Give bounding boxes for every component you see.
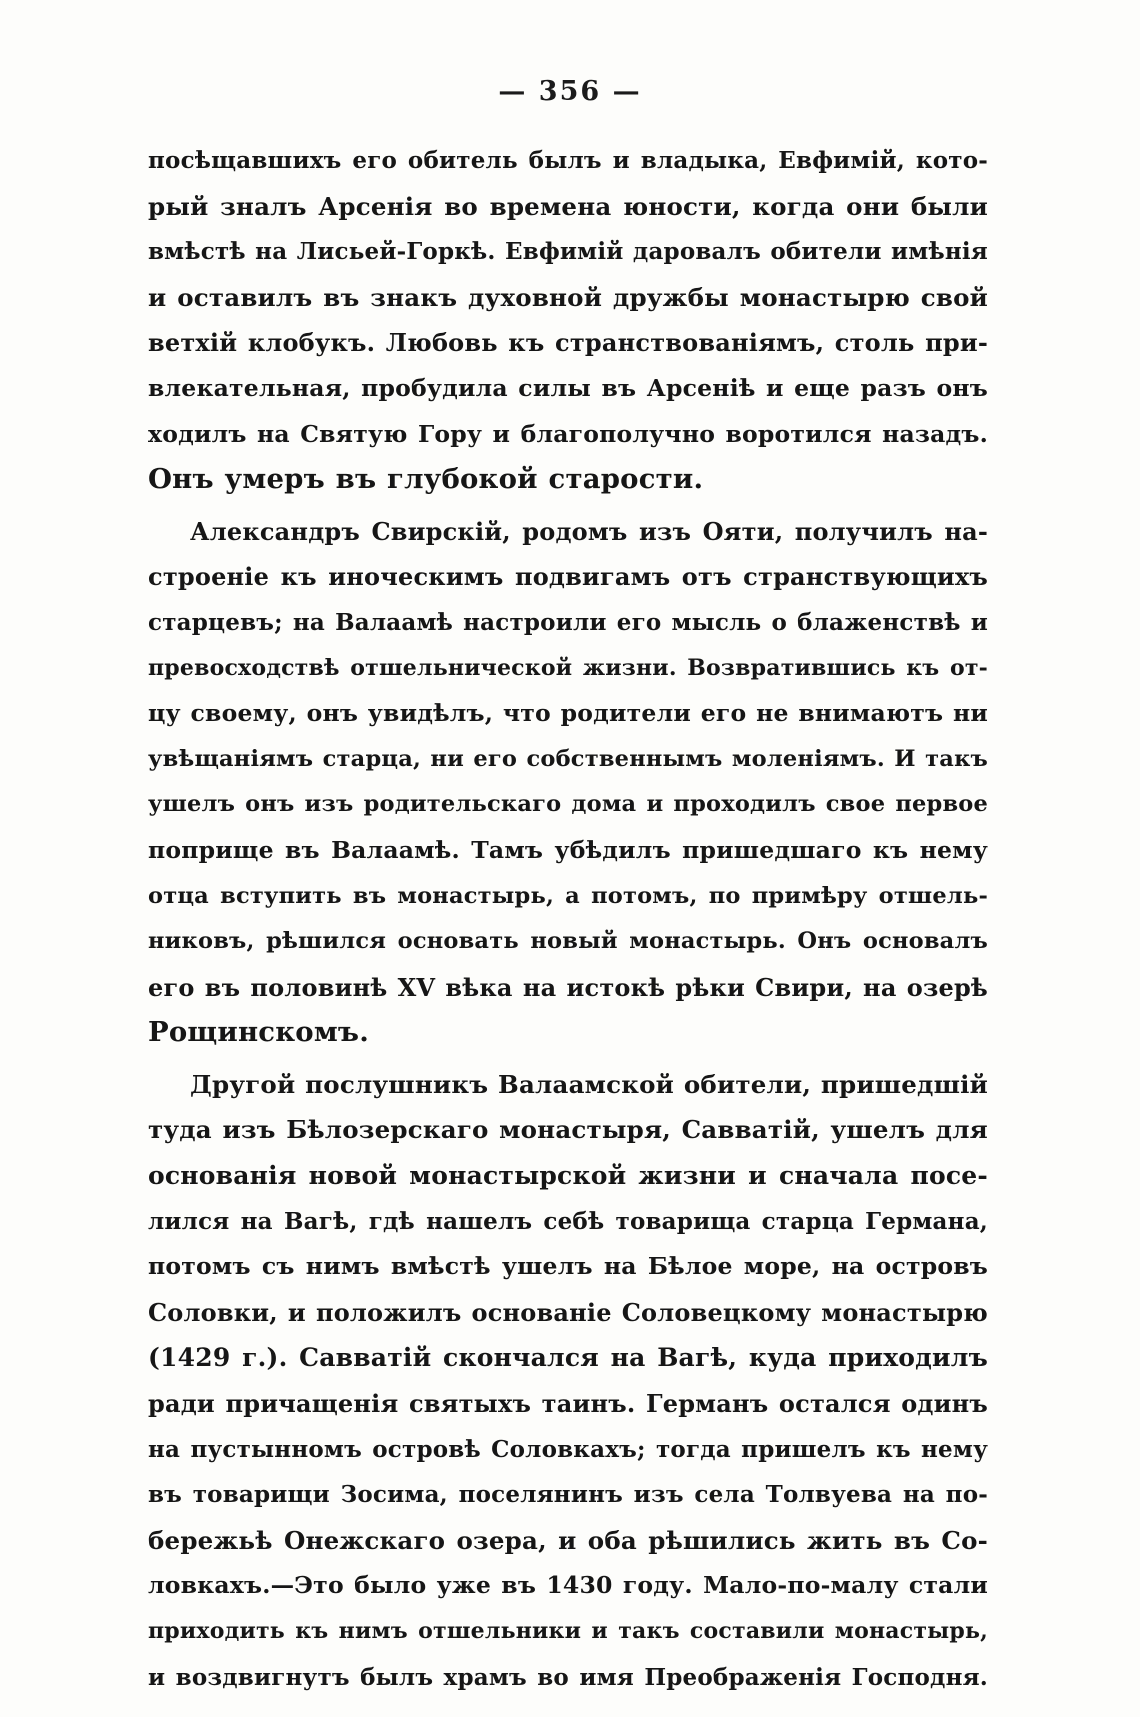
text-line: цу своему, онъ увидѣлъ, что родители его не внимаютъ ни <box>148 699 988 728</box>
text-line: вмѣстѣ на Лисьей-Горкѣ. Евфимій даровалъ обители имѣнія <box>148 238 988 266</box>
text-line: посѣщавшихъ его обитель былъ и владыка, Евфимій, кото- <box>148 147 988 174</box>
text-line: никовъ, рѣшился основать новый монастырь. Онъ основалъ <box>148 928 988 955</box>
text-line: ветхій клобукъ. Любовь къ странствованіямъ, столь при- <box>148 328 988 358</box>
text-line: рый зналъ Арсенія во времена юности, когда они были <box>148 191 988 221</box>
text-line: увѣщаніямъ старца, ни его собственнымъ моленіямъ. И такъ <box>148 745 988 772</box>
text-line: основанія новой монастырской жизни и сначала посе- <box>148 1161 988 1191</box>
text-line: въ товарищи Зосима, поселянинъ изъ села Толвуева на по- <box>148 1481 988 1509</box>
text-line: потомъ съ нимъ вмѣстѣ ушелъ на Бѣлое море, на островъ <box>148 1252 988 1281</box>
text-line: превосходствѣ отшельнической жизни. Возвратившись къ от- <box>148 654 988 681</box>
text-line: ради причащенія святыхъ таинъ. Германъ остался одинъ <box>148 1389 988 1419</box>
paragraph-1 <box>148 138 988 503</box>
text-line: Александръ Свирскій, родомъ изъ Ояти, получилъ на- <box>190 516 988 546</box>
text-line: бережьѣ Онежскаго озера, и оба рѣшились жить въ Со- <box>148 1525 988 1555</box>
text-line: строеніе къ иноческимъ подвигамъ отъ странствующихъ <box>148 562 988 592</box>
paragraph-2 <box>148 509 988 1056</box>
text-line: его въ половинѣ XV вѣка на истокѣ рѣки Свири, на озерѣ <box>148 972 988 1002</box>
text-line: туда изъ Бѣлозерскаго монастыря, Савватій, ушелъ для <box>148 1115 988 1145</box>
text-line: влекательная, пробудила силы въ Арсеніѣ и еще разъ онъ <box>148 373 988 402</box>
text-line: Рощинскомъ. <box>148 1016 370 1049</box>
text-line: поприще въ Валаамѣ. Тамъ убѣдилъ пришедшаго къ нему <box>148 835 988 864</box>
paragraph-3 <box>148 1062 988 1700</box>
text-line: ловкахъ.—Это было уже въ 1430 году. Мало-по-малу стали <box>148 1571 988 1600</box>
text-line: и воздвигнутъ былъ храмъ во имя Преображенія Господня. <box>148 1663 988 1691</box>
text-line: Соловки, и положилъ основаніе Соловецкому монастырю <box>148 1297 988 1327</box>
text-line: отца вступить въ монастырь, а потомъ, по примѣру отшель- <box>148 882 988 909</box>
text-line: Другой послушникъ Валаамской обители, пришедшій <box>190 1069 988 1099</box>
text-line: ушелъ онъ изъ родительскаго дома и проходилъ свое первое <box>148 791 988 818</box>
text-line: и оставилъ въ знакъ духовной дружбы монастырю свой <box>148 282 988 312</box>
text-line: старцевъ; на Валаамѣ настроили его мысль о блаженствѣ и <box>148 608 988 636</box>
text-line: Онъ умеръ въ глубокой старости. <box>148 463 704 496</box>
text-line: (1429 г.). Савватій скончался на Вагѣ, куда приходилъ <box>148 1343 988 1373</box>
text-line: приходить къ нимъ отшельники и такъ составили монастырь, <box>148 1618 988 1644</box>
page-number: — 356 — <box>498 76 642 107</box>
text-line: лился на Вагѣ, гдѣ нашелъ себѣ товарища старца Германа, <box>148 1207 988 1235</box>
page-body <box>148 138 988 1700</box>
text-line: ходилъ на Святую Гору и благополучно воротился назадъ. <box>148 419 988 448</box>
text-line: на пустынномъ островѣ Соловкахъ; тогда пришелъ къ нему <box>148 1435 988 1463</box>
